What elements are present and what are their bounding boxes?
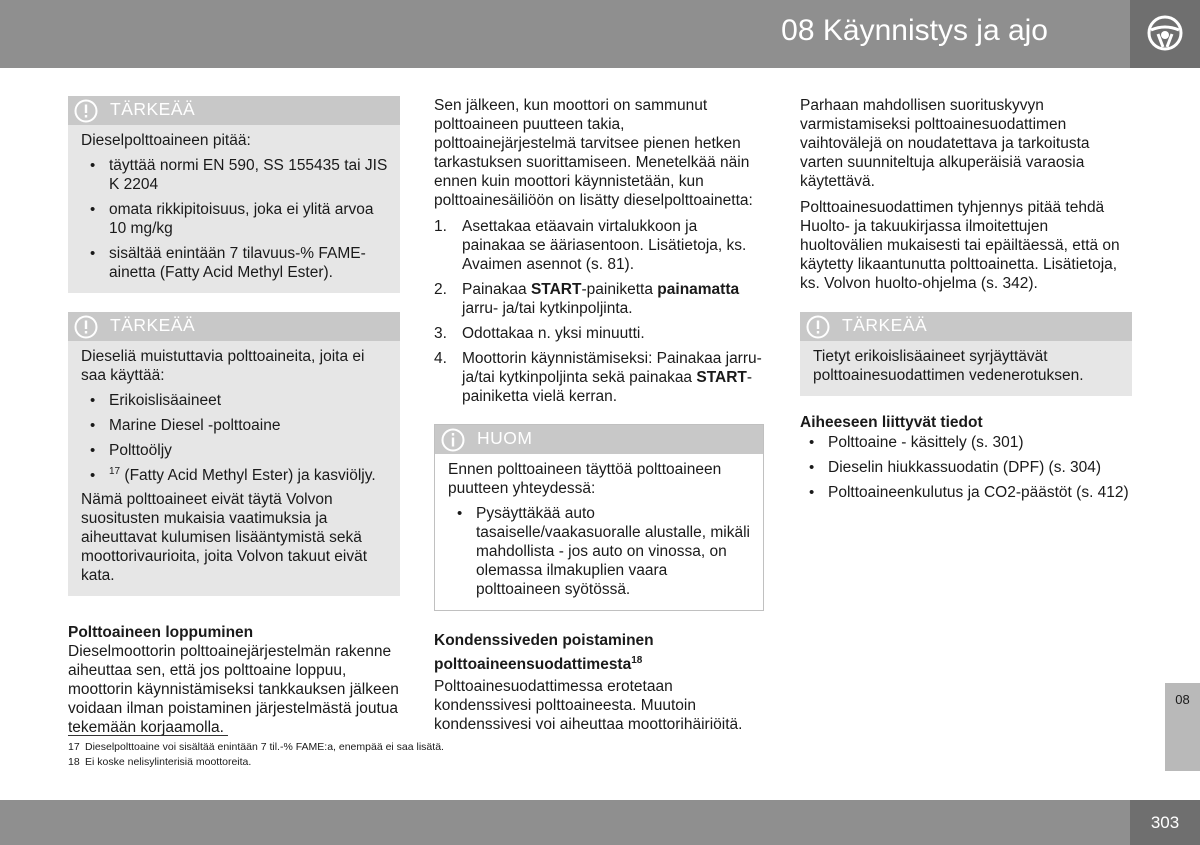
step-text: Asettakaa etäavain virtalukkoon ja painakaa se ääriasentoon. Lisätietoja, ks. Avaimen asennot (s. 81). [462,218,747,273]
step-text-bold: START [530,281,582,298]
list-item-text: (Fatty Acid Methyl Ester) ja kasviöljy. [120,467,376,484]
related-link[interactable]: • Polttoaineenkulutus ja CO2-päästöt (s. 412) [800,483,1132,502]
box-outro: Nämä polttoaineet eivät täytä Volvon suositusten mukaisia vaatimuksia ja aiheuttavat kulumisen lisääntymistä sekä moottorivaurioita, joita Volvon takuut eivät kata. [81,491,368,584]
list-item: • sisältää enintään 7 tilavuus-% FAME-ainetta (Fatty Acid Methyl Ester). [81,244,388,282]
footnote-text: Dieselpolttoaine voi sisältää enintään 7 til.-% FAME:a, enempää ei saa lisätä. [85,741,444,753]
step-text: -painiketta vielä kerran. [462,369,753,405]
important-box-title: TÄRKEÄÄ [110,315,196,335]
forbidden-fuel-list [81,391,388,485]
box-intro: Dieselpolttoaineen pitää: [81,132,251,149]
column-1 [68,96,400,737]
step-item [434,349,764,406]
step-number: 4. [434,350,447,367]
important-box-water-separation [800,312,1132,396]
chapter-icon-box [1130,0,1200,68]
related-link[interactable]: • Polttoaine - käsittely (s. 301) [800,433,1132,452]
note-intro: Ennen polttoaineen täyttöä polttoaineen puutteen yhteydessä: [448,461,722,497]
important-box-title: TÄRKEÄÄ [842,315,928,335]
page-footer [0,800,1130,845]
list-item: • Marine Diesel -polttoaine [81,416,388,435]
heading-line: Kondenssiveden poistaminen [434,632,654,649]
important-box-header [68,96,400,125]
important-box-header [800,312,1132,341]
step-text: Moottorin käynnistämiseksi: Painakaa jarru- ja/tai kytkinpoljinta sekä painakaa [462,350,762,386]
column-3 [800,96,1132,502]
note-list [448,504,751,599]
chapter-title: 08 Käynnistys ja ajo [781,14,1048,47]
step-text: jarru- ja/tai kytkinpoljinta. [462,300,633,317]
list-item [81,466,388,485]
chapter-tab-label: 08 [1175,692,1190,707]
footnote-mark: 18 [68,756,80,768]
box-text: Tietyt erikoislisäaineet syrjäyttävät polttoainesuodattimen vedenerotuksen. [813,348,1084,384]
warning-exclamation-icon [74,315,98,339]
column-2 [434,96,764,734]
fuel-requirement-list [81,156,388,282]
steering-wheel-icon [1146,14,1184,52]
note-box-title: HUOM [477,428,533,448]
step-text: -painiketta [581,281,658,298]
step-number: 3. [434,325,447,342]
important-box-forbidden-fuels [68,312,400,596]
step-number: 2. [434,281,447,298]
step-item [434,217,764,274]
footnote-ref: 18 [631,654,643,666]
section-heading-condensation [434,629,764,677]
list-item: • Pysäyttäkää auto tasaiselle/vaakasuoralle alustalle, mikäli mahdollista - jos auto on vinossa, on olemassa ilmakuplien vaara polttoaineen syötössä. [448,504,751,599]
step-text-bold: painamatta [657,281,740,298]
footnote-17 [68,741,444,754]
footnote-text: Ei koske nelisylinterisiä moottoreita. [85,756,252,768]
list-item: • Polttoöljy [81,441,388,460]
list-item: • omata rikkipitoisuus, joka ei ylitä arvoa 10 mg/kg [81,200,388,238]
important-box-fuel-requirements [68,96,400,293]
related-link[interactable]: • Dieselin hiukkassuodatin (DPF) (s. 304) [800,458,1132,477]
footnote-ref: 17 [109,465,121,477]
list-item: • täyttää normi EN 590, SS 155435 tai JIS K 2204 [81,156,388,194]
warning-exclamation-icon [806,315,830,339]
section-heading-fuel-running-out: Polttoaineen loppuminen [68,624,254,641]
note-box-header [435,425,763,454]
note-box [434,424,764,611]
warning-exclamation-icon [74,99,98,123]
info-icon [441,428,465,452]
page-number: 303 [1150,813,1180,832]
related-info-heading: Aiheeseen liittyvät tiedot [800,414,983,431]
footnote-mark: 17 [68,741,80,753]
list-item: • Erikoislisäaineet [81,391,388,410]
chapter-header [0,0,1130,68]
step-text: Painakaa [462,281,531,298]
chapter-side-tab [1165,683,1200,771]
box-intro: Dieseliä muistuttavia polttoaineita, joita ei saa käyttää: [81,348,365,384]
important-box-title: TÄRKEÄÄ [110,99,196,119]
step-text-bold: START [696,369,747,386]
page-number-box [1130,800,1200,845]
important-box-header [68,312,400,341]
step-number: 1. [434,218,447,235]
step-item [434,280,764,318]
footnote-18 [68,756,251,769]
paragraph: Polttoainesuodattimen tyhjennys pitää tehdä Huolto- ja takuukirjassa ilmoitettujen huoltovälien mukaisesti tai epäiltäessä, että on käytetty likaantunutta polttoainetta. Lisätietoja, ks. Volvon huolto-ohjelma (s. 342). [800,199,1120,292]
paragraph: Parhaan mahdollisen suorituskyvyn varmistamiseksi polttoainesuodattimen vaihtovälejä on noudatettava ja tarkoitusta varten suunniteltuja alkuperäisiä varaosia käytettävä. [800,97,1090,190]
step-item [434,324,764,343]
heading-line: polttoaineensuodattimesta [434,656,632,673]
related-links-list [800,433,1132,502]
section-text: Dieselmoottorin polttoainejärjestelmän rakenne aiheuttaa sen, että jos polttoaine loppuu, moottorin käynnistämiseksi tankkauksen jälkeen voidaan ilman poistaminen järjestelmästä joutua tekemään korjaamolla. [68,643,399,736]
step-text: Odottakaa n. yksi minuutti. [462,325,645,342]
restart-steps-list [434,217,764,406]
intro-paragraph: Sen jälkeen, kun moottori on sammunut polttoaineen puutteen takia, polttoainejärjestelmä tarvitsee pienen hetken tarkastuksen suorittamiseen. Menetelkää näin ennen kuin moottori käynnistetään, kun polttoainesäiliöön on lisätty dieselpolttoainetta: [434,97,753,209]
section-text: Polttoainesuodattimessa erotetaan kondenssivesi polttoaineesta. Muutoin kondenssivesi voi aiheuttaa moottorihäiriöitä. [434,678,743,733]
footnote-divider [68,735,228,736]
